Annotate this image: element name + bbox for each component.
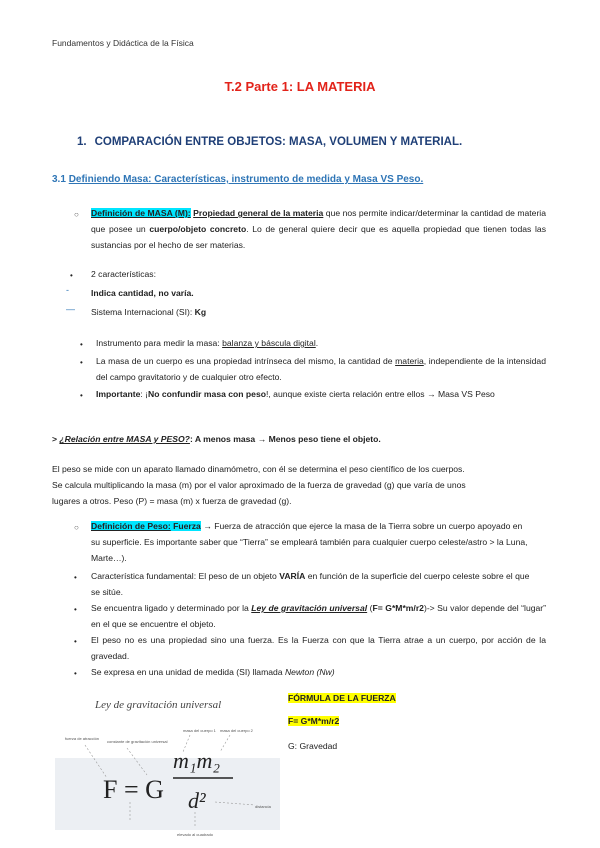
bullet-intrinseca <box>96 353 546 385</box>
def-masa-text2: . Lo de general quiere decir que es aquella propiedad que tienen todas las sustancias por el hecho de ser materias. <box>91 224 546 250</box>
ley-c: )-> Su valor depende del “lugar” en el que se encuentre el objeto. <box>91 603 547 629</box>
label-force: fuerza de atracción <box>65 736 100 741</box>
bullet-icon: • <box>74 669 77 678</box>
formula-numerator: m₁m₂ <box>173 748 221 773</box>
figure-caption: Ley de gravitación universal <box>95 699 222 711</box>
ley-a: Se encuentra ligado y determinado por la <box>91 603 252 613</box>
instrumento-suffix: . <box>315 338 319 348</box>
peso-line-3: lugares a otros. Peso (P) = masa (m) x fuerza de gravedad (g). <box>52 496 292 506</box>
caracteristica-1-text: Indica cantidad, no varía. <box>91 288 194 298</box>
relacion-prefix: > <box>52 434 60 444</box>
intrinseca-a: La masa de un cuerpo es una propiedad intrínseca del mismo, la cantidad de <box>96 356 396 366</box>
instrumento-prefix: Instrumento para medir la masa: <box>96 338 223 348</box>
caracteristicas-intro: 2 características: <box>91 269 156 279</box>
definition-peso <box>91 518 531 566</box>
label-m2: masa del cuerpo 2 <box>220 728 253 733</box>
gravitation-figure <box>55 690 280 845</box>
caracteristica-1 <box>91 285 194 301</box>
definition-masa <box>91 205 546 253</box>
bullet-caracteristica-fundamental <box>91 568 531 600</box>
bullet-icon: • <box>80 358 83 367</box>
formula-box-g-label: G: Gravedad <box>288 741 338 751</box>
circle-bullet-icon: ○ <box>74 210 79 219</box>
section-title: COMPARACIÓN ENTRE OBJETOS: MASA, VOLUMEN Y MATERIAL. <box>94 136 463 148</box>
label-const: constante de gravitación universal <box>107 739 168 744</box>
def-masa-bold2: cuerpo/objeto concreto <box>149 224 247 234</box>
section-number: 1. <box>77 136 87 148</box>
subsection-title: Definiendo Masa: Características, instrumento de medida y Masa VS Peso. <box>68 174 424 185</box>
intrinseca-b: , independiente de la intensidad del campo gravitatorio y de cualquier otro efecto. <box>96 356 546 382</box>
ley-bold-italic: Ley de gravitación universal <box>251 603 368 613</box>
formula-box-formula <box>288 713 339 729</box>
bullet-icon: • <box>70 271 73 280</box>
def-masa-bold: Propiedad general de la materia <box>193 208 324 218</box>
label-dist: distancia <box>255 804 271 809</box>
label-m1: masa del cuerpo 1 <box>183 728 216 733</box>
caracteristica-2-prefix: Sistema Internacional (SI): <box>91 307 195 317</box>
def-masa-label: Definición de MASA (M): <box>91 208 191 218</box>
label-sq: elevado al cuadrado <box>177 832 214 837</box>
formula-denominator: d² <box>188 788 206 813</box>
bullet-instrumento <box>96 335 546 351</box>
circle-bullet-icon: ○ <box>74 523 79 532</box>
relacion-text: : A menos masa → Menos peso tiene el objeto. <box>189 434 381 444</box>
relacion-italic: ¿Relación entre MASA y PESO? <box>59 434 190 444</box>
formula-box-title <box>288 690 396 706</box>
caracteristica-2 <box>91 304 206 320</box>
newton-a: Se expresa en una unidad de medida (SI) llamada <box>91 667 285 677</box>
def-peso-bold: Fuerza <box>170 521 201 531</box>
formula-F-equals-G: F = G <box>103 775 164 804</box>
peso-line-2: Se calcula multiplicando la masa (m) por el valor aproximado de la fuerza de gravedad (g) que varía de unos <box>52 480 466 490</box>
peso-line-1: El peso se mide con un aparato llamado dinamómetro, con él se determina el peso científico de los cuerpos. <box>52 464 465 474</box>
intrinseca-underlined: materia <box>395 356 424 366</box>
page-title: T.2 Parte 1: LA MATERIA <box>224 79 376 94</box>
bullet-newton <box>91 664 541 680</box>
newton-italic: Newton (Nw) <box>284 667 335 677</box>
dash-bullet-icon: — <box>66 304 75 314</box>
section-heading-1 <box>77 136 462 148</box>
caracteristica-2-bold: Kg <box>194 307 207 317</box>
bullet-icon: • <box>74 573 77 582</box>
bullet-fuerza: El peso no es una propiedad sino una fuerza. Es la Fuerza con que la Tierra atrae a un cuerpo, por acción de la gravedad. <box>91 635 546 661</box>
relacion-masa-peso <box>52 431 552 447</box>
formula-title-highlight: FÓRMULA DE LA FUERZA <box>288 693 396 703</box>
subsection-number: 3.1 <box>52 174 66 185</box>
subsection-heading-3-1 <box>52 174 423 185</box>
importante-b: !, aunque existe cierta relación entre ellos → Masa VS Peso <box>266 389 495 399</box>
ley-formula: F= G*M*m/r2 <box>372 603 424 613</box>
bullet-icon: • <box>74 637 77 646</box>
def-masa-text1: que nos permite indicar/determinar la cantidad de materia que posee un <box>91 208 546 234</box>
peso-paragraph <box>52 461 552 509</box>
figure-background <box>55 758 280 830</box>
instrumento-underlined: balanza y báscula digital <box>222 338 316 348</box>
page-header: Fundamentos y Didáctica de la Física <box>52 38 194 48</box>
bullet-icon: • <box>80 391 83 400</box>
def-peso-text: → Fuerza de atracción que ejerce la masa de la Tierra sobre un cuerpo apoyado en su superficie. Es importante saber que “Tierra” se empleará también para cualquier cuerpo celeste/astro > la Luna, Marte…). <box>91 521 528 563</box>
fundamental-bold: VARÍA <box>279 571 306 581</box>
bullet-icon: • <box>80 340 83 349</box>
ley-b: ( <box>367 603 373 613</box>
importante-bold: Importante <box>96 389 141 399</box>
bullet-icon: • <box>74 605 77 614</box>
importante-a: : ¡ <box>140 389 149 399</box>
fundamental-b: en función de la superficie del cuerpo celeste sobre el que se sitúe. <box>91 571 530 597</box>
formula-highlight: F= G*M*m/r2 <box>288 716 340 726</box>
bullet-ley-gravitacion <box>91 600 546 632</box>
bullet-importante <box>96 386 546 402</box>
m2-label-line <box>220 735 230 752</box>
importante-bold2: No confundir masa con peso <box>148 389 266 399</box>
dash-bullet-icon: - <box>66 285 69 295</box>
def-peso-label: Definición de Peso: <box>91 521 171 531</box>
fundamental-a: Característica fundamental: El peso de un objeto <box>91 571 280 581</box>
